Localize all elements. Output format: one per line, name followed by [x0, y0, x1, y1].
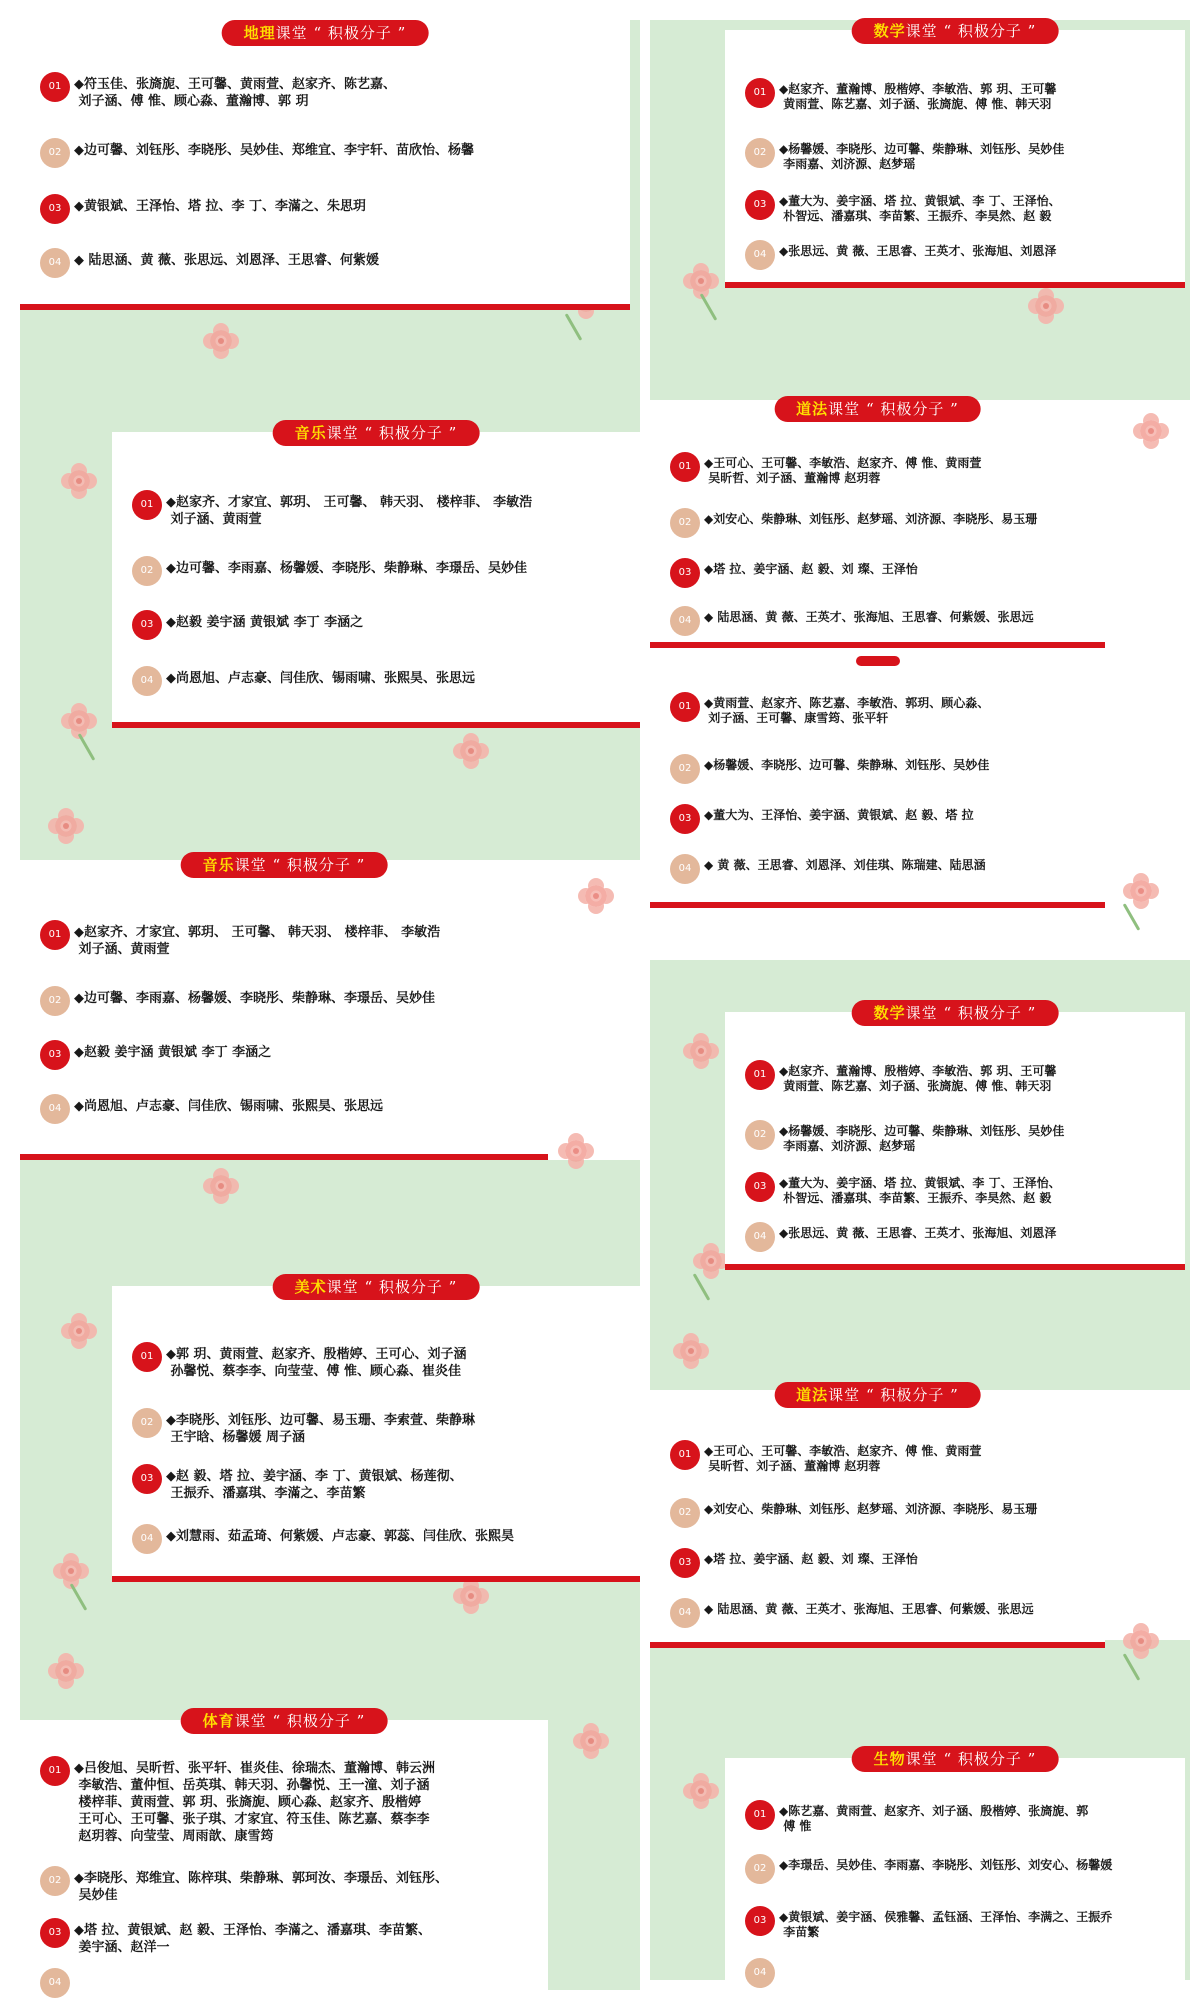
rank-badge: 02 — [745, 1854, 775, 1884]
list-item — [132, 1464, 630, 1502]
rank-badge: 04 — [745, 1958, 775, 1988]
rank-badge: 01 — [40, 1756, 70, 1786]
student-names: ◆赵家齐、才家宜、郭玥、 王可馨、 韩天羽、 楼梓菲、 李敏浩 刘子涵、黄雨萱 — [74, 925, 441, 957]
rank-badge: 02 — [670, 1498, 700, 1528]
rank-badge: 03 — [670, 1548, 700, 1578]
student-names: ◆董大为、姜宇涵、塔 拉、黄银斌、李 丁、王泽怡、 朴智远、潘嘉琪、李苗繁、王振乔、李昊然、赵 毅 — [779, 194, 1061, 223]
list-item — [132, 610, 630, 640]
student-names: ◆刘慧雨、茹孟琦、何紫媛、卢志豪、郭蕊、闫佳欣、张熙昊 — [166, 1529, 514, 1544]
rank-badge: 03 — [670, 558, 700, 588]
student-names: ◆李璟岳、吴妙佳、李雨嘉、李晓彤、刘钰彤、刘安心、杨馨媛 — [779, 1858, 1113, 1872]
card-title — [856, 656, 900, 666]
student-names: ◆尚恩旭、卢志豪、闫佳欣、锡雨啸、张熙昊、张思远 — [74, 1099, 383, 1114]
list-item — [670, 804, 1095, 834]
list-item — [40, 1756, 538, 1845]
rank-badge: 01 — [40, 72, 70, 102]
list-item — [132, 490, 630, 528]
rank-badge: 01 — [132, 490, 162, 520]
card-title: 体育课堂 “ 积极分子 ” — [181, 1708, 388, 1734]
list-item — [40, 986, 538, 1016]
student-names: ◆董大为、姜宇涵、塔 拉、黄银斌、李 丁、王泽怡、 朴智远、潘嘉琪、李苗繁、王振乔、李昊然、赵 毅 — [779, 1176, 1061, 1205]
student-names: ◆尚恩旭、卢志豪、闫佳欣、锡雨啸、张熙昊、张思远 — [166, 671, 475, 686]
flower-icon — [1140, 420, 1162, 442]
flower-icon — [700, 1250, 722, 1272]
student-names: ◆杨馨媛、李晓彤、边可馨、柴静琳、刘钰彤、吴妙佳 — [704, 758, 990, 772]
rank-badge: 01 — [745, 78, 775, 108]
flower-icon — [55, 1660, 77, 1682]
flower-icon — [690, 1780, 712, 1802]
list-item — [745, 1800, 1175, 1834]
list-item — [745, 240, 1175, 270]
rank-badge: 01 — [745, 1060, 775, 1090]
flower-icon — [68, 1320, 90, 1342]
student-names: ◆张思远、黄 薇、王思睿、王英才、张海旭、刘恩泽 — [779, 244, 1057, 258]
rank-badge: 03 — [745, 1172, 775, 1202]
rank-badge: 01 — [670, 692, 700, 722]
list-item — [132, 556, 630, 586]
student-names: ◆黄银斌、王泽怡、塔 拉、李 丁、李滿之、朱思玥 — [74, 199, 367, 214]
list-item — [132, 1524, 630, 1554]
flower-icon — [460, 740, 482, 762]
rank-badge: 04 — [40, 1968, 70, 1998]
list-item — [745, 1222, 1175, 1252]
rank-badge: 03 — [40, 1040, 70, 1070]
list-item — [670, 558, 1095, 588]
list-item — [40, 1968, 538, 1998]
student-names: ◆郭 玥、黄雨萱、赵家齐、殷楷婷、王可心、刘子涵 孙馨悦、蔡李李、向莹莹、傅 惟、顾心淼、崔炎佳 — [166, 1347, 467, 1379]
student-names: ◆赵毅 姜宇涵 黄银斌 李丁 李涵之 — [74, 1045, 272, 1060]
list-item — [132, 1408, 630, 1446]
card-geography — [20, 20, 630, 310]
rank-badge: 04 — [132, 666, 162, 696]
rank-badge: 02 — [40, 1866, 70, 1896]
list-item — [40, 1918, 538, 1956]
student-names: ◆塔 拉、黄银斌、赵 毅、王泽怡、李滿之、潘嘉琪、李苗繁、 姜宇涵、赵洋一 — [74, 1923, 432, 1955]
rank-badge: 03 — [745, 1906, 775, 1936]
rank-badge: 02 — [670, 754, 700, 784]
list-item — [670, 508, 1095, 538]
flower-icon — [580, 1730, 602, 1752]
card-title: 生物课堂 “ 积极分子 ” — [852, 1746, 1059, 1772]
list-item — [670, 1498, 1095, 1528]
rank-badge: 01 — [670, 452, 700, 482]
flower-icon — [585, 885, 607, 907]
rank-badge: 04 — [745, 1222, 775, 1252]
rank-badge: 03 — [745, 190, 775, 220]
card-music — [112, 424, 640, 728]
flower-icon — [680, 1340, 702, 1362]
flower-icon — [690, 1040, 712, 1062]
list-item — [40, 1040, 538, 1070]
rank-badge: 03 — [132, 610, 162, 640]
flower-icon — [565, 1140, 587, 1162]
list-item — [745, 1060, 1175, 1094]
list-item — [745, 1854, 1175, 1884]
rank-badge: 04 — [132, 1524, 162, 1554]
student-names: ◆边可馨、刘钰彤、李晓彤、吴妙佳、郑维宜、李宇轩、苗欣怡、杨馨 — [74, 143, 474, 158]
rank-badge: 03 — [670, 804, 700, 834]
student-names: ◆杨馨媛、李晓彤、边可馨、柴静琳、刘钰彤、吴妙佳 李雨嘉、刘济源、赵梦瑶 — [779, 1124, 1065, 1153]
list-item — [670, 452, 1095, 486]
student-names: ◆符玉佳、张旖旎、王可馨、黄雨萱、赵家齐、陈艺嘉、 刘子涵、傅 惟、顾心淼、董瀚博、郭 玥 — [74, 77, 396, 109]
student-names: ◆刘安心、柴静琳、刘钰彤、赵梦瑶、刘济源、李晓彤、易玉珊 — [704, 512, 1038, 526]
card-art — [112, 1278, 640, 1582]
student-names: ◆黄雨萱、赵家齐、陈艺嘉、李敏浩、郭玥、顾心淼、 刘子涵、王可馨、康雪筠、张平轩 — [704, 696, 990, 725]
rank-badge: 04 — [670, 1598, 700, 1628]
card-untitled — [650, 658, 1105, 908]
student-names: ◆黄银斌、姜宇涵、侯雅馨、孟钰涵、王泽怡、李满之、王振乔 李苗繁 — [779, 1910, 1113, 1939]
rank-badge: 04 — [745, 240, 775, 270]
rank-badge: 02 — [670, 508, 700, 538]
rank-badge: 02 — [745, 138, 775, 168]
list-item — [670, 692, 1095, 726]
student-names: ◆赵家齐、才家宜、郭玥、 王可馨、 韩天羽、 楼梓菲、 李敏浩 刘子涵、黄雨萱 — [166, 495, 533, 527]
rank-badge: 02 — [40, 138, 70, 168]
list-item — [40, 138, 620, 168]
rank-badge: 04 — [40, 248, 70, 278]
student-names: ◆董大为、王泽怡、姜宇涵、黄银斌、赵 毅、塔 拉 — [704, 808, 974, 822]
flower-icon — [1130, 1630, 1152, 1652]
list-item — [132, 666, 630, 696]
list-item — [40, 194, 620, 224]
student-names: ◆塔 拉、姜宇涵、赵 毅、刘 璨、王泽怡 — [704, 1552, 918, 1566]
card-pe — [20, 1712, 548, 1994]
student-names: ◆王可心、王可馨、李敏浩、赵家齐、傅 惟、黄雨萱 吴昕哲、刘子涵、董瀚博 赵玥蓉 — [704, 456, 982, 485]
student-names: ◆杨馨媛、李晓彤、边可馨、柴静琳、刘钰彤、吴妙佳 李雨嘉、刘济源、赵梦瑶 — [779, 142, 1065, 171]
flower-icon — [460, 1585, 482, 1607]
list-item — [670, 606, 1095, 636]
list-item — [745, 1120, 1175, 1154]
list-item — [745, 1906, 1175, 1940]
rank-badge: 02 — [40, 986, 70, 1016]
card-morality — [650, 400, 1105, 648]
flower-icon — [210, 330, 232, 352]
list-item — [670, 1548, 1095, 1578]
student-names: ◆ 陆思涵、黄 薇、张思远、刘恩泽、王思睿、何紫媛 — [74, 253, 380, 268]
flower-icon — [690, 270, 712, 292]
student-names: ◆塔 拉、姜宇涵、赵 毅、刘 璨、王泽怡 — [704, 562, 918, 576]
list-item — [132, 1342, 630, 1380]
list-item — [745, 190, 1175, 224]
card-title: 道法课堂 “ 积极分子 ” — [774, 396, 981, 422]
flower-icon — [68, 710, 90, 732]
stem-icon — [1123, 903, 1141, 930]
rank-badge: 03 — [40, 1918, 70, 1948]
card-title: 地理课堂 “ 积极分子 ” — [222, 20, 429, 46]
flower-icon — [60, 1560, 82, 1582]
flower-icon — [68, 470, 90, 492]
student-names: ◆ 陆思涵、黄 薇、王英才、张海旭、王思睿、何紫媛、张思远 — [704, 1602, 1034, 1616]
list-item — [40, 1094, 538, 1124]
flower-icon — [1130, 880, 1152, 902]
student-names: ◆陈艺嘉、黄雨萱、赵家齐、刘子涵、殷楷婷、张旖旎、郭 傅 惟 — [779, 1804, 1089, 1833]
student-names: ◆吕俊旭、吴昕哲、张平轩、崔炎佳、徐瑞杰、董瀚博、韩云洲 李敏浩、董仲恒、岳英琪、韩天羽、孙馨悦、王一潼、刘子涵 楼梓菲、黄雨萱、郭 玥、张旖旎、顾心淼、赵家齐、殷楷婷 王可心、王可馨、张子琪、才家宜、符玉佳、陈艺嘉、蔡李李 赵玥蓉、向莹莹、周雨歆、康雪筠 — [74, 1761, 435, 1844]
list-item — [745, 78, 1175, 112]
rank-badge: 01 — [132, 1342, 162, 1372]
rank-badge: 03 — [132, 1464, 162, 1494]
student-names: ◆ 黄 薇、王思睿、刘恩泽、刘佳琪、陈瑞建、陆思涵 — [704, 858, 986, 872]
rank-badge: 02 — [132, 556, 162, 586]
student-names: ◆ 陆思涵、黄 薇、王英才、张海旭、王思睿、何紫媛、张思远 — [704, 610, 1034, 624]
list-item — [670, 754, 1095, 784]
flower-icon — [210, 1175, 232, 1197]
student-names: ◆赵家齐、董瀚博、殷楷婷、李敏浩、郭 玥、王可馨 黄雨萱、陈艺嘉、刘子涵、张旖旎、傅 惟、韩天羽 — [779, 1064, 1057, 1093]
list-item — [670, 1440, 1095, 1474]
list-item — [745, 138, 1175, 172]
list-item — [670, 1598, 1095, 1628]
student-names: ◆赵 毅、塔 拉、姜宇涵、李 丁、黄银斌、杨莲彻、 王振乔、潘嘉琪、李滿之、李苗繁 — [166, 1469, 463, 1501]
list-item — [745, 1172, 1175, 1206]
card-math-2 — [725, 1004, 1185, 1270]
rank-badge: 02 — [745, 1120, 775, 1150]
card-title: 音乐课堂 “ 积极分子 ” — [273, 420, 480, 446]
student-names: ◆赵家齐、董瀚博、殷楷婷、李敏浩、郭 玥、王可馨 黄雨萱、陈艺嘉、刘子涵、张旖旎、傅 惟、韩天羽 — [779, 82, 1057, 111]
card-math — [725, 22, 1185, 288]
list-item — [40, 920, 538, 958]
card-title: 数学课堂 “ 积极分子 ” — [852, 18, 1059, 44]
rank-badge: 01 — [40, 920, 70, 950]
student-names: ◆李晓彤、刘钰彤、边可馨、易玉珊、李索萱、柴静琳 王宇晗、杨馨媛 周子涵 — [166, 1413, 475, 1445]
card-title: 音乐课堂 “ 积极分子 ” — [181, 852, 388, 878]
card-title: 数学课堂 “ 积极分子 ” — [852, 1000, 1059, 1026]
student-names: ◆边可馨、李雨嘉、杨馨媛、李晓彤、柴静琳、李璟岳、吴妙佳 — [166, 561, 527, 576]
rank-badge: 04 — [670, 854, 700, 884]
list-item — [670, 854, 1095, 884]
card-title: 美术课堂 “ 积极分子 ” — [273, 1274, 480, 1300]
rank-badge: 02 — [132, 1408, 162, 1438]
list-item — [40, 248, 620, 278]
rank-badge: 01 — [745, 1800, 775, 1830]
rank-badge: 03 — [40, 194, 70, 224]
rank-badge: 04 — [40, 1094, 70, 1124]
rank-badge: 01 — [670, 1440, 700, 1470]
flower-icon — [55, 815, 77, 837]
card-morality-2 — [650, 1386, 1105, 1648]
student-names: ◆赵毅 姜宇涵 黄银斌 李丁 李涵之 — [166, 615, 364, 630]
card-music-2 — [20, 856, 548, 1160]
student-names: ◆李晓彤、郑维宜、陈梓琪、柴静琳、郭珂汝、李璟岳、刘钰彤、 吴妙佳 — [74, 1871, 448, 1903]
card-title: 道法课堂 “ 积极分子 ” — [774, 1382, 981, 1408]
student-names: ◆刘安心、柴静琳、刘钰彤、赵梦瑶、刘济源、李晓彤、易玉珊 — [704, 1502, 1038, 1516]
student-names: ◆王可心、王可馨、李敏浩、赵家齐、傅 惟、黄雨萱 吴昕哲、刘子涵、董瀚博 赵玥蓉 — [704, 1444, 982, 1473]
flower-icon — [1035, 295, 1057, 317]
list-item — [745, 1958, 1175, 1988]
list-item — [40, 72, 620, 110]
rank-badge: 04 — [670, 606, 700, 636]
list-item — [40, 1866, 538, 1904]
student-names: ◆边可馨、李雨嘉、杨馨媛、李晓彤、柴静琳、李璟岳、吴妙佳 — [74, 991, 435, 1006]
card-biology — [725, 1750, 1185, 1994]
student-names: ◆张思远、黄 薇、王思睿、王英才、张海旭、刘恩泽 — [779, 1226, 1057, 1240]
